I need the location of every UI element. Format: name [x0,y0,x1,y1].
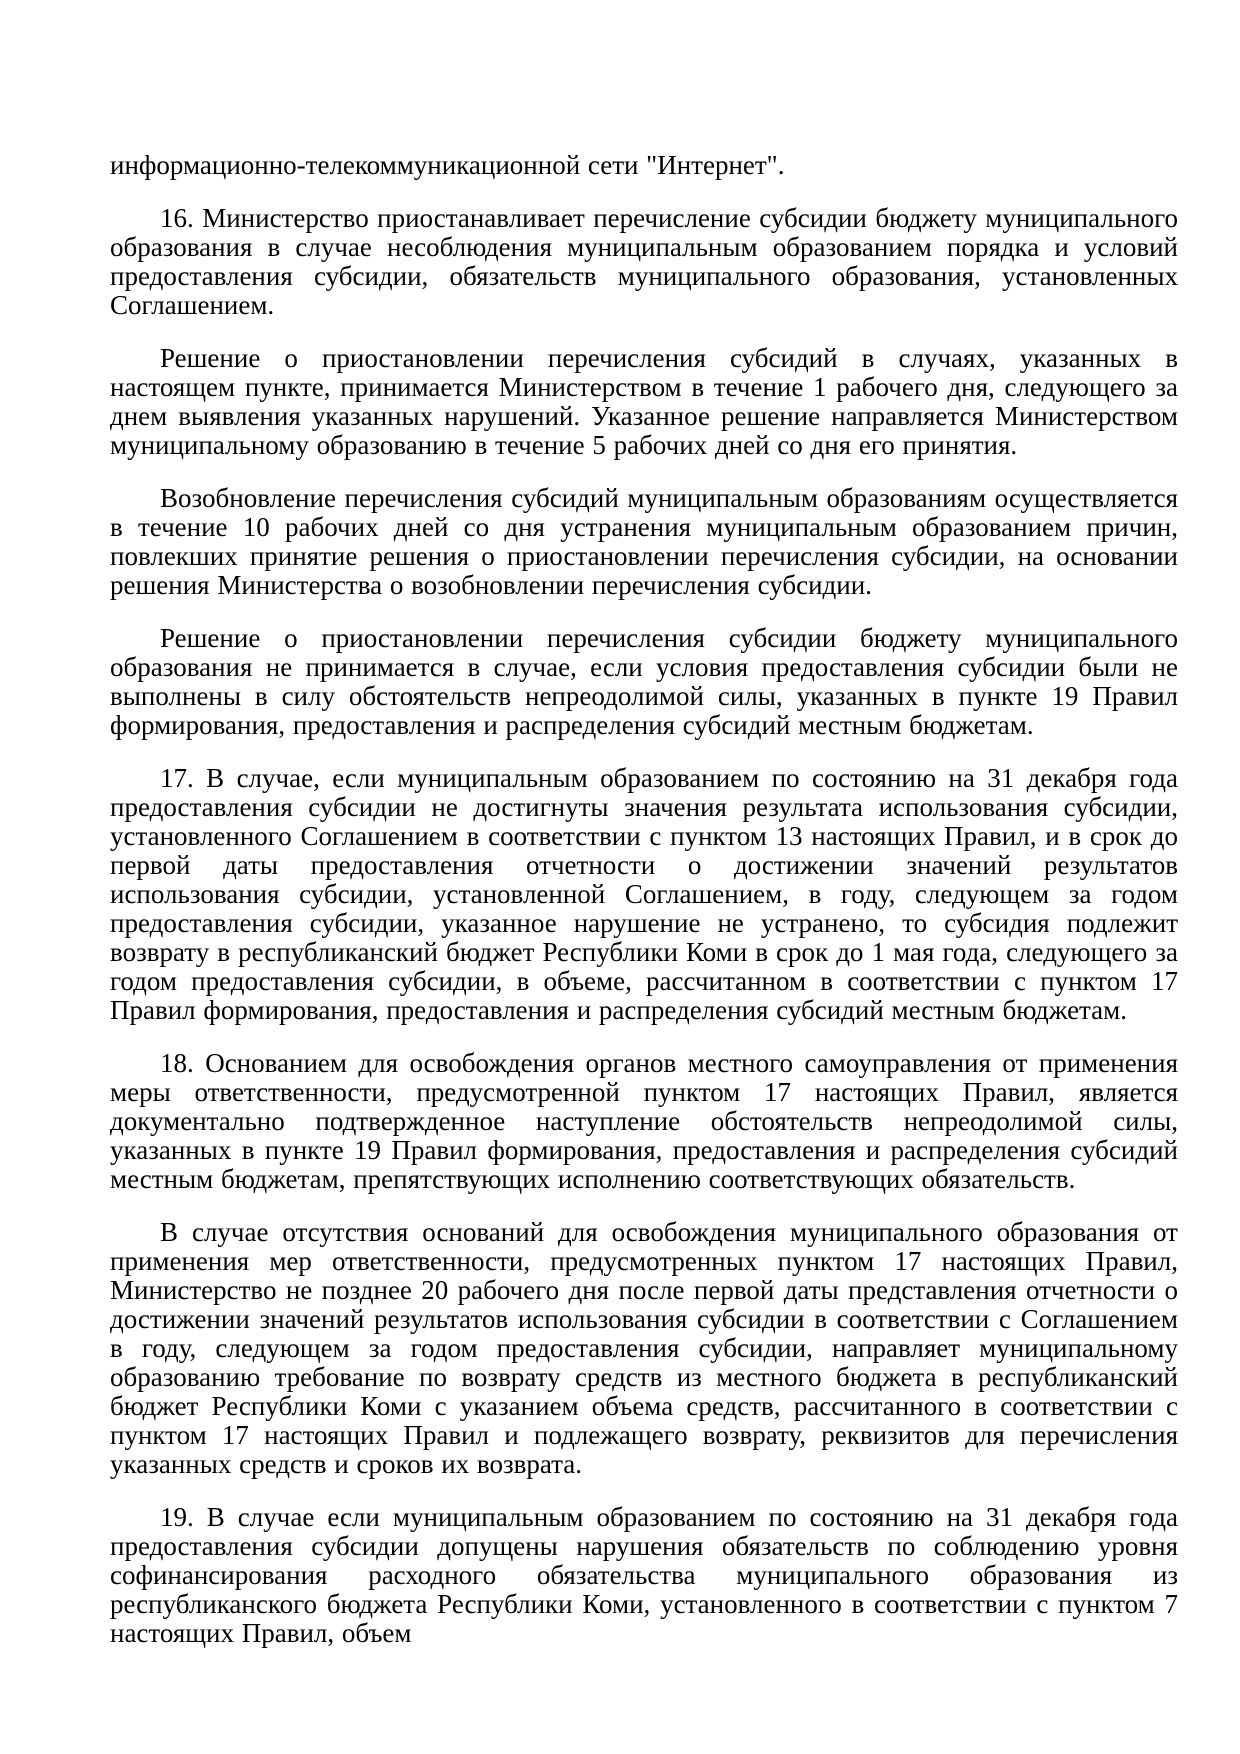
paragraph-continuation: информационно-телекоммуникационной сети "Интернет". [110,150,785,180]
paragraph-item-19: 19. В случае если муниципальным образованием по состоянию на 31 декабря года предоставления субсидии допущены нарушения обязательств по соблюдению уровня софинансирования расходного обязательства муниципального образования из республиканского бюджета Республики Коми, установленного в соответствии с пунктом 7 настоящих Правил, объем [110,1502,1178,1648]
paragraph-item-16-sub-2: Возобновление перечисления субсидий муниципальным образованиям осуществляется в течение 10 рабочих дней со дня устранения муниципальным образованием причин, повлекших принятие решения о приостановлении перечисления субсидии, на основании решения Министерства о возобновлении перечисления субсидии. [110,483,1178,600]
paragraph-item-16: 16. Министерство приостанавливает перечисление субсидии бюджету муниципального образования в случае несоблюдения муниципальным образованием порядка и условий предоставления субсидии, обязательств муниципального образования, установленных Соглашением. [110,203,1178,320]
paragraph-item-16-sub-3: Решение о приостановлении перечисления субсидии бюджету муниципального образования не принимается в случае, если условия предоставления субсидии были не выполнены в силу обстоятельств непреодолимой силы, указанных в пункте 19 Правил формирования, предоставления и распределения субсидий местным бюджетам. [110,623,1178,740]
document-text-block [110,151,1178,1648]
paragraph-item-16-sub-1: Решение о приостановлении перечисления субсидий в случаях, указанных в настоящем пункте, принимается Министерством в течение 1 рабочего дня, следующего за днем выявления указанных нарушений. Указанное решение направляется Министерством муниципальному образованию в течение 5 рабочих дней со дня его принятия. [110,343,1178,460]
paragraph-item-17: 17. В случае, если муниципальным образованием по состоянию на 31 декабря года предоставления субсидии не достигнуты значения результата использования субсидии, установленного Соглашением в соответствии с пунктом 13 настоящих Правил, и в срок до первой даты предоставления отчетности о достижении значений результатов использования субсидии, установленной Соглашением, в году, следующем за годом предоставления субсидии, указанное нарушение не устранено, то субсидия подлежит возврату в республиканский бюджет Республики Коми в срок до 1 мая года, следующего за годом предоставления субсидии, в объеме, рассчитанном в соответствии с пунктом 17 Правил формирования, предоставления и распределения субсидий местным бюджетам. [110,763,1178,1025]
paragraph-item-18-sub-1: В случае отсутствия оснований для освобождения муниципального образования от применения мер ответственности, предусмотренных пунктом 17 настоящих Правил, Министерство не позднее 20 рабочего дня после первой даты представления отчетности о достижении значений результатов использования субсидии в соответствии с Соглашением в году, следующем за годом предоставления субсидии, направляет муниципальному образованию требование по возврату средств из местного бюджета в республиканский бюджет Республики Коми с указанием объема средств, рассчитанного в соответствии с пунктом 17 настоящих Правил и подлежащего возврату, реквизитов для перечисления указанных средств и сроков их возврата. [110,1217,1178,1479]
paragraph-item-18: 18. Основанием для освобождения органов местного самоуправления от применения меры ответственности, предусмотренной пунктом 17 настоящих Правил, является документально подтвержденное наступление обстоятельств непреодолимой силы, указанных в пункте 19 Правил формирования, предоставления и распределения субсидий местным бюджетам, препятствующих исполнению соответствующих обязательств. [110,1048,1178,1194]
